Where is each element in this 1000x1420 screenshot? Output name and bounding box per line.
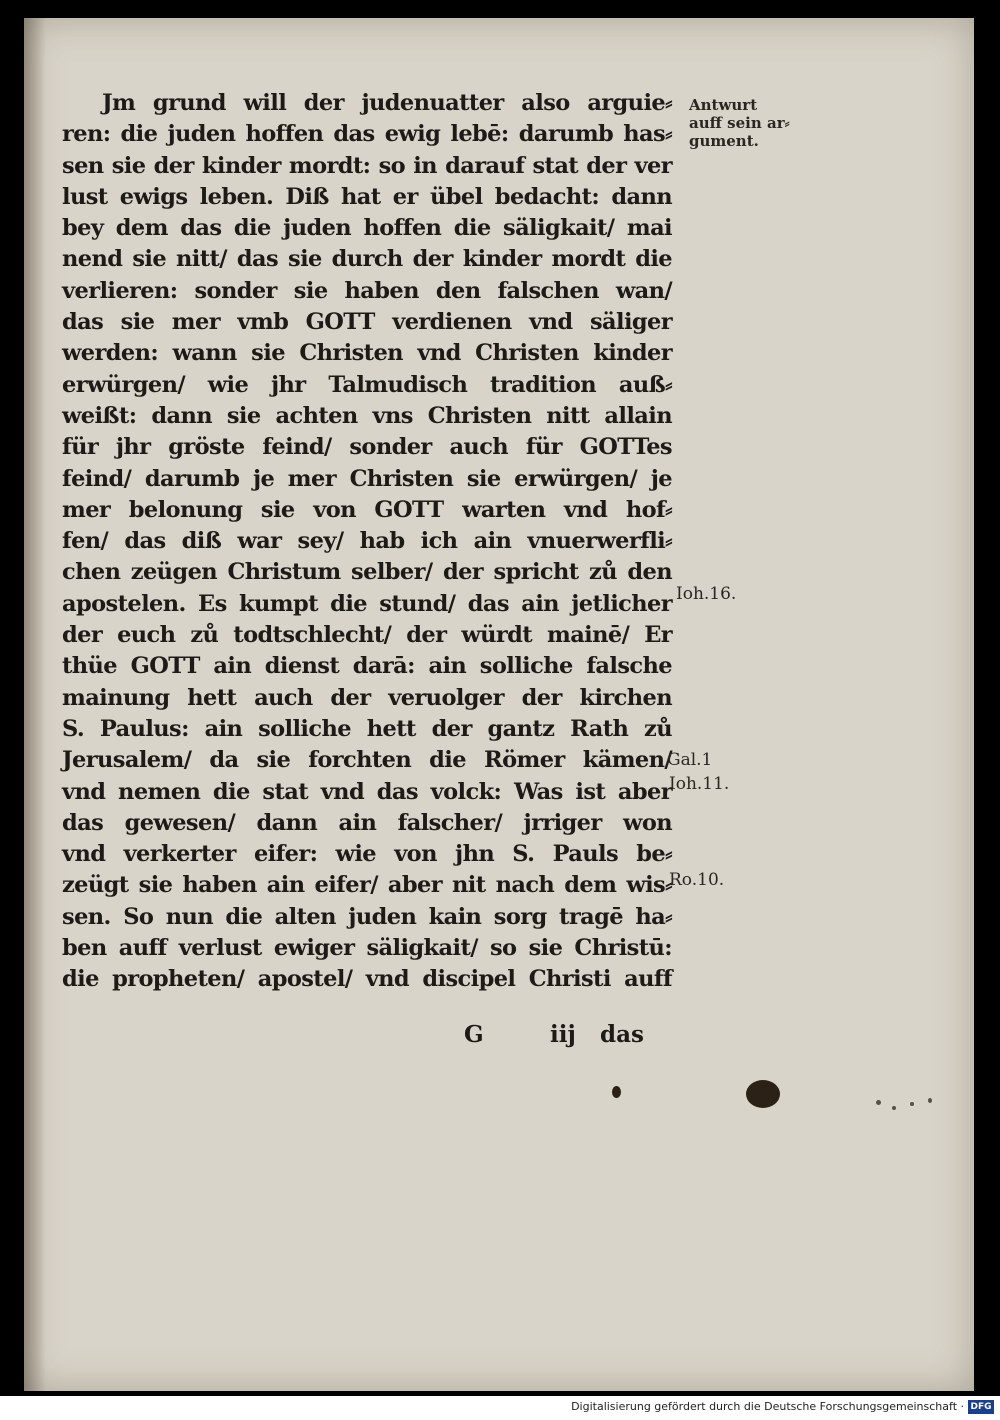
dfg-logo-icon: DFG: [968, 1400, 994, 1414]
footer-bar: [0, 1396, 1000, 1420]
document-page: [24, 18, 974, 1391]
text-line: mer belonung sie von GOTT warten vnd hof⸗: [62, 496, 672, 523]
signature-line: [454, 1021, 674, 1055]
gloss-line: Antwurt: [689, 96, 758, 114]
text-line: werden: wann sie Christen vnd Christen kinder: [62, 340, 672, 367]
ink-speck: [876, 1100, 881, 1105]
text-line: apostelen. Es kumpt die stund/ das ain jetlicher: [62, 590, 672, 617]
text-line: die propheten/ apostel/ vnd discipel Christi auff: [62, 966, 672, 993]
marginal-ref-gal1: Gal.1: [667, 750, 713, 770]
folio-number: iij: [550, 1021, 576, 1048]
ink-speck: [910, 1102, 914, 1106]
text-line: zeügt sie haben ain eifer/ aber nit nach dem wis⸗: [62, 872, 672, 899]
ink-speck: [892, 1106, 896, 1110]
text-line: vnd nemen die stat vnd das volck: Was ist aber: [62, 778, 672, 805]
funding-credit: Digitalisierung gefördert durch die Deutsche Forschungsgemeinschaft ·: [571, 1400, 964, 1413]
text-line: sen. So nun die alten juden kain sorg tragē ha⸗: [62, 903, 672, 930]
text-line: chen zeügen Christum selber/ der spricht zů den: [62, 559, 672, 586]
text-line: sen sie der kinder mordt: so in darauf stat der ver: [62, 152, 672, 179]
text-line: S. Paulus: ain solliche hett der gantz Rath zů: [62, 715, 672, 742]
marginal-gloss: [689, 96, 790, 150]
gloss-line: auff sein ar⸗: [689, 114, 790, 132]
text-line: für jhr gröste feind/ sonder auch für GOTTes: [62, 434, 672, 461]
text-line: thüe GOTT ain dienst darā: ain solliche falsche: [62, 653, 672, 680]
text-line: erwürgen/ wie jhr Talmudisch tradition auß⸗: [62, 371, 672, 398]
ink-blot: [746, 1080, 780, 1108]
text-line: lust ewigs leben. Diß hat er übel bedacht: dann: [62, 183, 672, 210]
catchword: das: [600, 1021, 644, 1048]
ink-speck: [928, 1098, 932, 1103]
text-line: vnd verkerter eifer: wie von jhn S. Pauls be⸗: [62, 841, 672, 868]
marginal-ref-joh11: Ioh.11.: [669, 774, 730, 794]
text-line: mainung hett auch der veruolger der kirchen: [62, 684, 672, 711]
text-line: ren: die juden hoffen das ewig lebē: darumb has⸗: [62, 121, 672, 148]
text-line: Jm grund will der judenuatter also arguie⸗: [102, 90, 672, 116]
marginal-ref-joh16: Ioh.16.: [676, 584, 737, 604]
text-line: der euch zů todtschlecht/ der würdt mainē/ Er: [62, 622, 672, 649]
text-line: nend sie nitt/ das sie durch der kinder mordt die: [62, 246, 672, 273]
text-line: fen/ das diß war sey/ hab ich ain vnuerwerfli⸗: [62, 528, 672, 555]
signature-mark: G: [464, 1021, 484, 1048]
text-line: das sie mer vmb GOTT verdienen vnd säliger: [62, 309, 672, 336]
marginal-ref-ro10: Ro.10.: [669, 870, 725, 890]
text-line: weißt: dann sie achten vns Christen nitt allain: [62, 402, 672, 429]
text-line: Jerusalem/ da sie forchten die Römer kämen/: [62, 747, 672, 774]
text-line: das gewesen/ dann ain falscher/ jrriger won: [62, 809, 672, 836]
body-text: [62, 88, 672, 996]
text-line: ben auff verlust ewiger säligkait/ so sie Christū:: [62, 935, 672, 962]
ink-speck: [612, 1086, 621, 1098]
text-line: feind/ darumb je mer Christen sie erwürgen/ je: [62, 465, 672, 492]
text-line: bey dem das die juden hoffen die säligkait/ mai: [62, 215, 672, 242]
page-gutter-shadow: [24, 18, 46, 1391]
gloss-line: gument.: [689, 132, 759, 150]
text-line: verlieren: sonder sie haben den falschen wan/: [62, 277, 672, 304]
